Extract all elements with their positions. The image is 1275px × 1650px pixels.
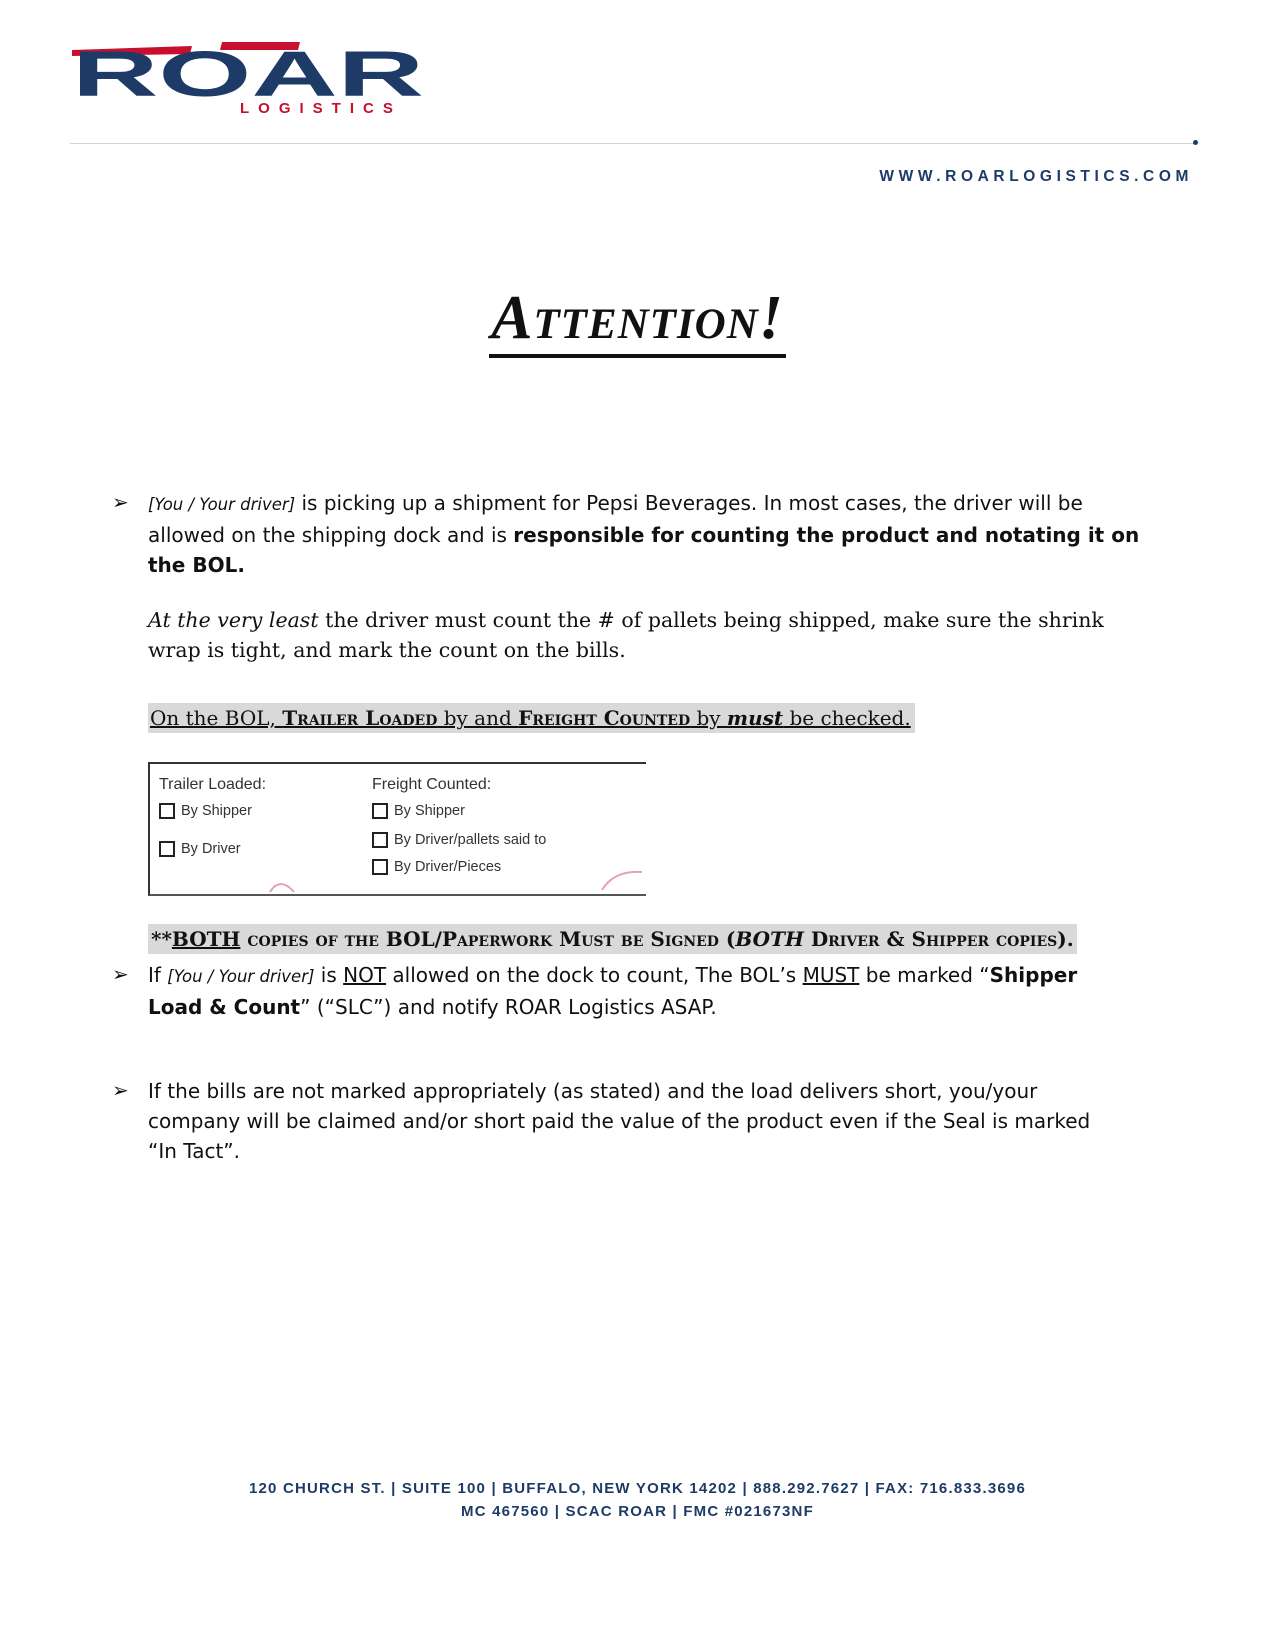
party-label: [You / Your driver] xyxy=(148,495,296,514)
arrow-bullet-icon: ➢ xyxy=(112,490,129,514)
checkbox-icon[interactable] xyxy=(159,841,175,857)
freight-counted-heading: Freight Counted: xyxy=(372,776,492,793)
bullet-2-end: be marked “ xyxy=(859,963,990,987)
must-emphasis: must xyxy=(726,706,784,730)
bol-notice-p2: by and xyxy=(437,706,519,730)
footer-address: 120 CHURCH ST. | SUITE 100 | BUFFALO, NEW YORK 14202 | 888.292.7627 | FAX: 716.833.3696 xyxy=(248,1480,1027,1497)
website-url: WWW.ROARLOGISTICS.COM xyxy=(879,168,1193,185)
freight-option-label: By Driver/Pieces xyxy=(394,859,502,875)
bol-notice-p4: be checked. xyxy=(783,706,911,730)
checkbox-icon[interactable] xyxy=(159,803,175,819)
trailer-option-label: By Driver xyxy=(181,841,241,857)
both-italic: BOTH xyxy=(735,927,804,951)
freight-by-driver-pieces[interactable] xyxy=(372,859,501,875)
logo-wordmark: ROAR xyxy=(72,40,424,102)
least-paragraph xyxy=(148,605,1168,665)
least-line-2: wrap is tight, and mark the count on the bills. xyxy=(148,638,626,662)
checkbox-icon[interactable] xyxy=(372,832,388,848)
freight-counted-label: Freight Counted xyxy=(518,706,691,730)
bol-notice-p1: On the BOL, xyxy=(150,706,283,730)
least-italic: At the very least xyxy=(148,608,319,632)
must-underlined: MUST xyxy=(802,963,860,987)
bullet-2-if: If xyxy=(148,963,168,987)
page-title-wrap xyxy=(0,283,1275,354)
checkbox-icon[interactable] xyxy=(372,803,388,819)
shipper-bold: Shipper xyxy=(989,963,1078,987)
trailer-by-driver[interactable] xyxy=(159,841,241,857)
bullet-1-bold-b: the BOL. xyxy=(148,553,245,577)
bullet-2-is: is xyxy=(314,963,344,987)
checkbox-icon[interactable] xyxy=(372,859,388,875)
bullet-1-text-a: is picking up a shipment for Pepsi Beverages. In most cases, the driver will be xyxy=(295,491,1083,515)
arrow-bullet-icon: ➢ xyxy=(112,1078,129,1102)
arrow-bullet-icon: ➢ xyxy=(112,962,129,986)
both-emphasis: BOTH xyxy=(171,927,241,951)
header-divider xyxy=(70,143,1196,144)
bullet-1-text-b: allowed on the shipping dock and is xyxy=(148,523,514,547)
not-emphasis: NOT xyxy=(343,963,387,987)
bullet-3 xyxy=(148,1076,1158,1166)
bullet-3-line-1: If the bills are not marked appropriately (as stated) and the load delivers short, you/your xyxy=(148,1079,1038,1103)
bullet-2-mid: allowed on the dock to count, The BOL’s xyxy=(386,963,803,987)
bol-check-notice xyxy=(148,703,915,733)
bullet-3-line-3: “In Tact”. xyxy=(148,1139,241,1163)
signed-copies-notice xyxy=(148,924,1077,954)
signed-stars: ** xyxy=(151,927,172,951)
header-dot xyxy=(1193,140,1198,145)
scan-mark-icon xyxy=(268,874,308,894)
trailer-loaded-label: Trailer Loaded xyxy=(282,706,438,730)
load-count-bold: Load & Count xyxy=(148,995,301,1019)
bullet-1-bold-a: responsible for counting the product and notating it on xyxy=(513,523,1140,547)
scan-mark-icon xyxy=(600,868,644,892)
roar-logo xyxy=(72,40,432,102)
bullet-3-line-2: company will be claimed and/or short paid the value of the product even if the Seal is marked xyxy=(148,1109,1091,1133)
freight-option-label: By Shipper xyxy=(394,803,465,819)
bol-notice-p3: by xyxy=(690,706,727,730)
freight-option-label: By Driver/pallets said to xyxy=(394,832,547,848)
bullet-2 xyxy=(148,960,1158,1022)
signed-p1: copies of the BOL/Paperwork Must be Signed ( xyxy=(240,927,736,951)
party-label: [You / Your driver] xyxy=(167,967,315,986)
trailer-by-shipper[interactable] xyxy=(159,803,252,819)
bullet-2-tail: ” (“SLC”) and notify ROAR Logistics ASAP. xyxy=(300,995,717,1019)
trailer-loaded-heading: Trailer Loaded: xyxy=(159,776,267,793)
signed-p2: Driver & Shipper copies). xyxy=(803,927,1074,951)
bullet-1 xyxy=(148,488,1158,580)
footer-registration: MC 467560 | SCAC ROAR | FMC #021673NF xyxy=(461,1503,814,1520)
trailer-option-label: By Shipper xyxy=(181,803,252,819)
logo-subtitle: LOGISTICS xyxy=(240,100,402,117)
page-title: Attention! xyxy=(489,284,786,358)
freight-by-shipper[interactable] xyxy=(372,803,465,819)
least-line-1: the driver must count the # of pallets being shipped, make sure the shrink xyxy=(318,608,1104,632)
freight-by-driver-pallets[interactable] xyxy=(372,832,546,848)
bol-form-excerpt xyxy=(148,762,646,896)
